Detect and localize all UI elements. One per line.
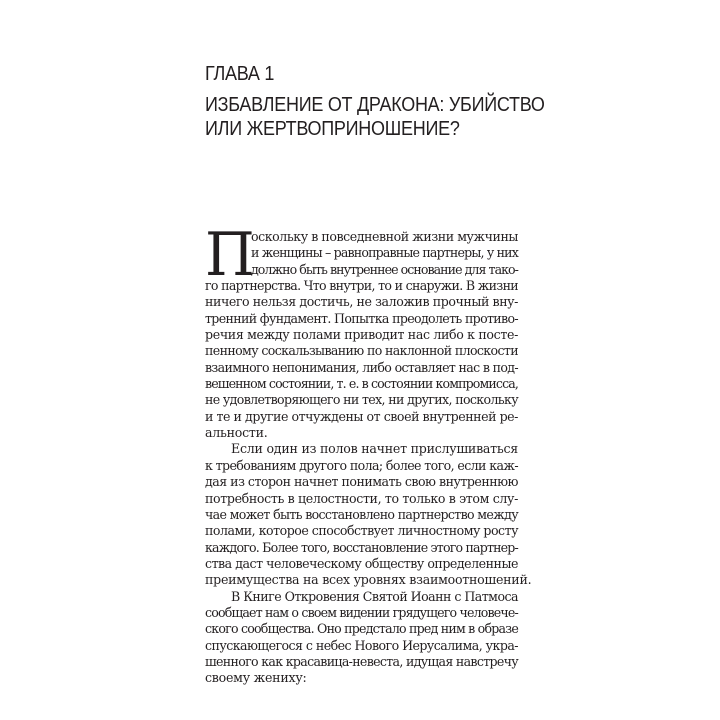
text-line-content: и женщины – равноправные партнеры, у них — [251, 245, 518, 261]
text-line-content: сообщает нам о своем видении грядущего человече- — [205, 604, 518, 620]
text-line — [205, 458, 518, 474]
chapter-title — [205, 93, 545, 141]
text-line — [205, 605, 518, 621]
text-line — [205, 474, 518, 490]
text-line-content: дая из сторон начнет понимать свою внутреннюю — [205, 474, 519, 490]
text-line-content: альности. — [205, 425, 268, 441]
text-line — [205, 589, 518, 605]
drop-cap: П — [205, 220, 255, 290]
text-line — [205, 507, 518, 523]
text-line-content: потребность в целостности, то только в этом слу- — [205, 490, 518, 506]
text-line — [205, 572, 532, 588]
text-line-content: каждого. Более того, восстановление этого партнер- — [205, 539, 518, 555]
body-text — [205, 220, 532, 687]
text-line-content: чае может быть восстановлено партнерство между — [205, 506, 518, 522]
text-line — [205, 409, 518, 425]
text-line — [205, 343, 518, 359]
text-line-content: шенного как красавица-невеста, идущая навстречу — [205, 653, 518, 669]
chapter-label: ГЛАВА 1 — [205, 63, 275, 85]
chapter-title-line: ИЛИ ЖЕРТВОПРИНОШЕНИЕ? — [205, 118, 460, 140]
text-line — [205, 638, 518, 654]
chapter-title-line: ИЗБАВЛЕНИЕ ОТ ДРАКОНА: УБИЙСТВО — [205, 94, 545, 116]
text-line — [205, 491, 518, 507]
text-line-content: ства даст человеческому обществу определенные — [205, 555, 518, 571]
text-line — [205, 556, 518, 572]
text-line-content: Если один из полов начнет прислушиваться — [231, 441, 518, 457]
text-line-content: не удовлетворяющего ни тех, ни других, поскольку — [205, 392, 518, 408]
text-line — [205, 311, 518, 327]
text-line — [205, 360, 518, 376]
text-line — [205, 621, 518, 637]
text-line — [205, 523, 518, 539]
text-line — [205, 392, 518, 408]
text-line-content: вешенном состоянии, т. е. в состоянии компромисса, — [205, 376, 518, 392]
text-line-content: полами, которое способствует личностному росту — [205, 523, 518, 539]
text-line-content: ского сообщества. Оно предстало пред ним в образе — [205, 621, 518, 637]
text-line — [205, 327, 518, 343]
text-line-content: и те и другие отчуждены от своей внутренней ре- — [205, 408, 518, 424]
text-line-content: оскольку в повседневной жизни мужчины — [251, 229, 518, 244]
text-line — [205, 654, 518, 670]
text-line-content: взаимного непонимания, либо оставляет нас в под- — [205, 359, 518, 375]
text-line-content: к требованиям другого пола; более того, если каж- — [205, 457, 518, 473]
text-line-content: пенному соскальзыванию по наклонной плоскости — [205, 343, 518, 359]
text-line-content: го партнерства. Что внутри, то и снаружи. В жизни — [205, 278, 518, 294]
text-line-content: тренний фундамент. Попытка преодолеть противо- — [205, 310, 518, 326]
text-line — [205, 540, 518, 556]
text-line-content: должно быть внутреннее основание для тако- — [251, 261, 518, 277]
text-line-content: своему жениху: — [205, 670, 307, 686]
text-line-content: речия между полами приводит нас либо к посте- — [205, 327, 518, 343]
text-line — [205, 441, 518, 457]
text-line-content: ничего нельзя достичь, не заложив прочный вну- — [205, 294, 518, 310]
text-line-content: преимущества на всех уровнях взаимоотношений. — [205, 572, 532, 588]
text-line — [205, 294, 518, 310]
text-line-content: спускающегося с небес Нового Иерусалима, укра- — [205, 637, 518, 653]
text-line — [205, 376, 518, 392]
text-line — [205, 670, 518, 686]
text-line-content: В Книге Откровения Святой Иоанн с Патмоса — [231, 588, 518, 604]
text-line — [205, 425, 518, 441]
